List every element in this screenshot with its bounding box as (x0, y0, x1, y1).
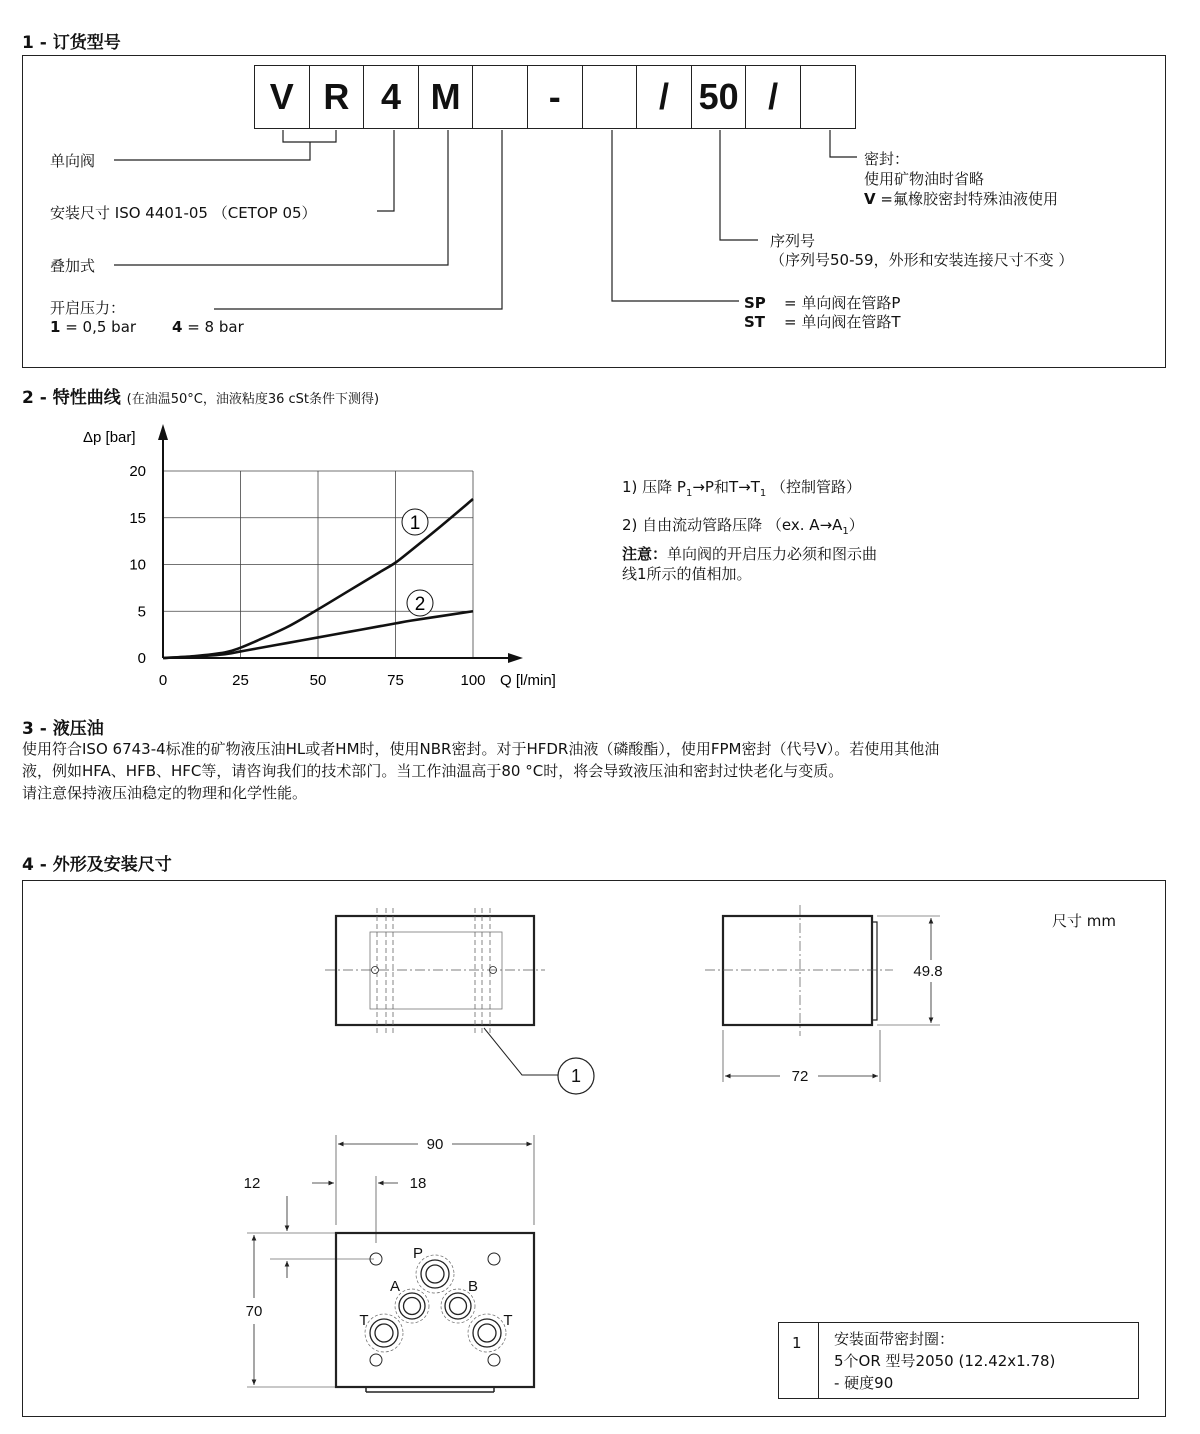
label-seal: 密封： (864, 150, 910, 168)
section1-heading: 1 - 订货型号 (22, 33, 121, 53)
code-box-0: V (254, 65, 310, 129)
dim-70: 70 (245, 1303, 263, 1320)
x-tick-100: 100 (460, 672, 486, 689)
y-tick-0: 0 (137, 650, 146, 667)
port-p-label: P (412, 1245, 424, 1262)
dim-90: 90 (426, 1136, 444, 1153)
dim-12: 12 (243, 1175, 261, 1192)
seal-table-line-3: - 硬度90 (834, 1374, 894, 1392)
label-sandwich: 叠加式 (50, 257, 96, 275)
y-axis-label: Δp [bar] (83, 429, 136, 446)
section3-heading: 3 - 液压油 (22, 719, 104, 739)
note-1: 1) 压降 $P_1\to P$和$T\to T_1$ （控制管路） (622, 478, 862, 499)
y-tick-20: 20 (129, 463, 146, 480)
code-box-8: 50 (691, 65, 747, 129)
x-tick-0: 0 (158, 672, 168, 689)
section2-heading: 2 - 特性曲线 (在油温50°C，油液粘度36 cSt条件下测得) (22, 388, 380, 408)
code-box-2: 4 (363, 65, 419, 129)
port-t-right-label: T (503, 1312, 513, 1329)
dim-49-8: 49.8 (913, 963, 943, 980)
note-attention: 注意：单向阀的开启压力必须和图示曲 (622, 545, 878, 563)
section4-heading: 4 - 外形及安装尺寸 (22, 855, 172, 875)
code-box-1: R (309, 65, 365, 129)
unit-label: 尺寸 mm (1052, 912, 1116, 930)
seal-table-text (834, 1328, 1055, 1394)
callout-number: 1 (570, 1066, 582, 1086)
x-axis-label: Q [l/min] (500, 672, 556, 689)
fluid-line-1: 使用符合ISO 6743-4标准的矿物液压油HL或者HM时，使用NBR密封。对于HFDR油液（磷酸酯），使用FPM密封（代号V）。若使用其他油 (22, 740, 940, 758)
label-st: ST = 单向阀在管路T (744, 313, 901, 331)
label-seal-mineral: 使用矿物油时省略 (864, 170, 985, 188)
side-view-body (723, 916, 872, 1025)
y-tick-15: 15 (129, 509, 146, 527)
x-tick-50: 50 (309, 672, 327, 689)
curve-label-2: 2 (414, 594, 426, 615)
mounting-face-body (336, 1233, 534, 1387)
note-attention-line2: 线1所示的值相加。 (622, 565, 752, 583)
port-t-left-label: T (359, 1312, 369, 1329)
seal-table-divider (818, 1322, 819, 1399)
y-tick-10: 10 (129, 556, 146, 574)
label-serial: 序列号 (770, 232, 816, 250)
cracking-option-4: 4 = 8 bar (172, 318, 244, 336)
code-box-7: / (636, 65, 692, 129)
fluid-line-2: 液，例如HFA、HFB、HFC等，请咨询我们的技术部门。当工作油温高于80 °C时，将会导致液压油和密封过快老化与变质。 (22, 762, 844, 780)
port-a-label: A (389, 1278, 401, 1295)
fluid-line-3: 请注意保持液压油稳定的物理和化学性能。 (22, 784, 308, 802)
label-sp: SP = 单向阀在管路P (744, 294, 901, 312)
code-box-3: M (418, 65, 474, 129)
seal-table-line-1: 安装面带密封圈： (834, 1330, 955, 1348)
code-box-5: - (527, 65, 583, 129)
label-serial-note: （序列号50-59，外形和安装连接尺寸不变 ） (770, 251, 1074, 269)
curve-label-1: 1 (409, 513, 421, 534)
label-check-valve: 单向阀 (50, 152, 96, 170)
x-tick-75: 75 (387, 672, 404, 689)
seal-table-line-2: 5个OR 型号2050 (12.42x1.78) (834, 1352, 1056, 1370)
label-mount-size: 安装尺寸 ISO 4401-05 （CETOP 05） (50, 204, 317, 222)
code-box-9: / (745, 65, 801, 129)
label-cracking-pressure: 开启压力： (50, 299, 126, 317)
dim-72: 72 (791, 1068, 809, 1085)
y-tick-5: 5 (137, 603, 146, 621)
cracking-option-1: 1 = 0,5 bar (50, 318, 137, 336)
x-tick-25: 25 (232, 672, 249, 689)
port-b-label: B (467, 1278, 479, 1295)
label-seal-viton: V =氟橡胶密封特殊油液使用 (864, 190, 1058, 208)
dim-18: 18 (409, 1175, 427, 1192)
seal-table-num: 1 (792, 1334, 802, 1352)
note-2: 2) 自由流动管路压降 （ex. $A\to A_1$） (622, 516, 864, 537)
